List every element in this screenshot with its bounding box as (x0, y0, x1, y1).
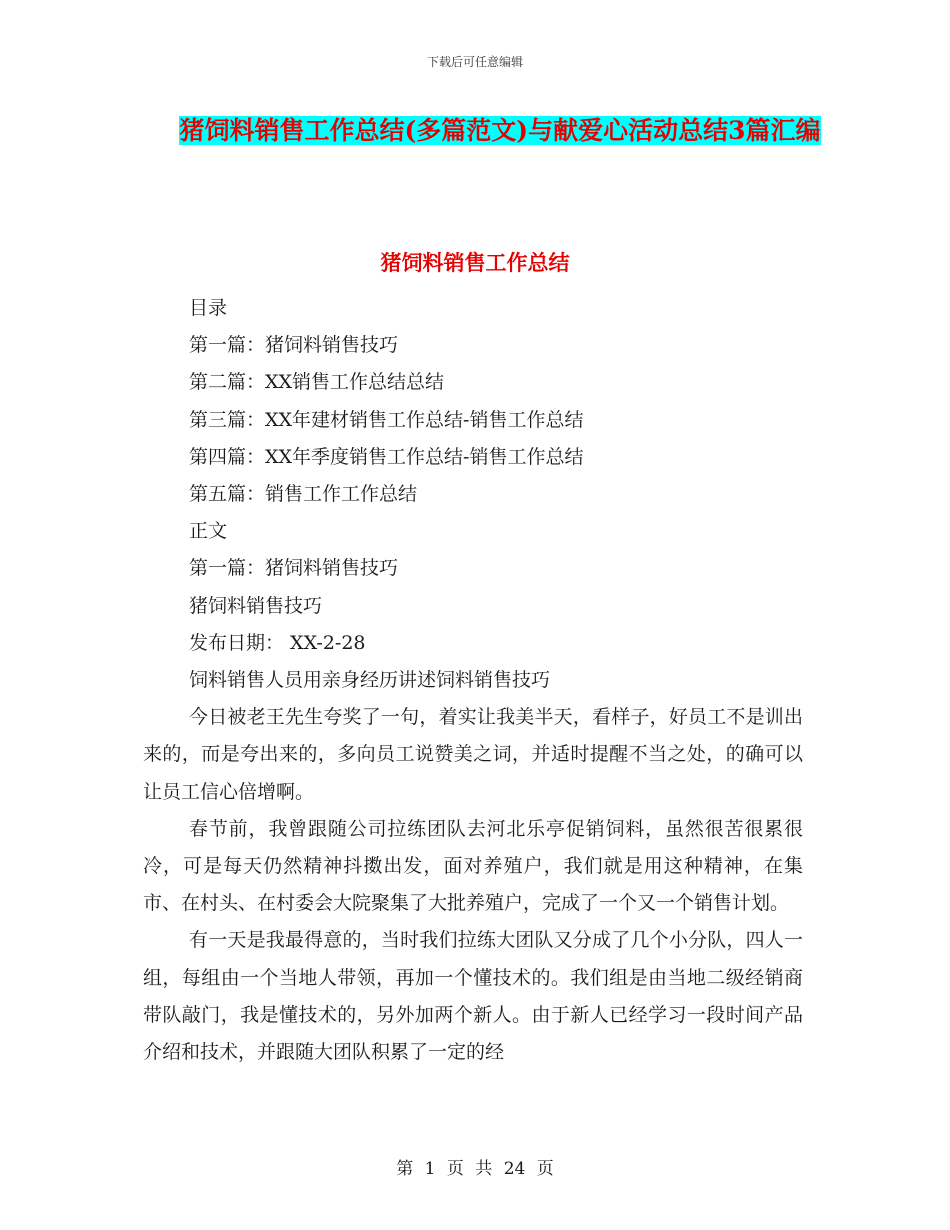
document-body (143, 290, 803, 1071)
document-title (160, 108, 840, 153)
toc-item: 第一篇：猪饲料销售技巧 (189, 334, 399, 357)
toc-item: 第二篇：XX销售工作总结总结 (189, 371, 445, 394)
header-note: 下载后可任意编辑 (426, 55, 523, 69)
toc-item: 第三篇：XX年建材销售工作总结-销售工作总结 (189, 408, 584, 431)
toc-item: 第四篇：XX年季度销售工作总结-销售工作总结 (189, 445, 584, 468)
paragraph: 春节前，我曾跟随公司拉练团队去河北乐亭促销饲料，虽然很苦很累很冷，可是每天仍然精神抖擞出发，面对养殖户，我们就是用这种精神，在集市、在村头、在村委会大院聚集了大批养殖户，完成了一个又一个销售计划。 (143, 817, 803, 915)
paragraph: 有一天是我最得意的，当时我们拉练大团队又分成了几个小分队，四人一组，每组由一个当地人带领，再加一个懂技术的。我们组是由当地二级经销商带队敲门，我是懂技术的，另外加两个新人。由于新人已经学习一段时间产品介绍和技术，并跟随大团队积累了一定的经 (143, 929, 803, 1064)
body-heading: 正文 (189, 520, 228, 543)
toc-heading: 目录 (189, 297, 228, 319)
toc-item: 第五篇：销售工作工作总结 (189, 483, 418, 506)
publish-date: 发布日期： XX-2-28 (189, 631, 366, 654)
chapter-heading: 第一篇：猪饲料销售技巧 (189, 557, 399, 580)
article-subtitle: 饲料销售人员用亲身经历讲述饲料销售技巧 (189, 669, 551, 692)
page-footer: 第 1 页 共 24 页 (396, 1159, 554, 1179)
section-title: 猪饲料销售工作总结 (380, 250, 570, 275)
document-title-text: 猪饲料销售工作总结(多篇范文)与献爱心活动总结3篇汇编 (179, 116, 821, 145)
paragraph: 今日被老王先生夸奖了一句，着实让我美半天，看样子，好员工不是训出来的，而是夸出来的，多向员工说赞美之词，并适时提醒不当之处，的确可以让员工信心倍增啊。 (143, 706, 803, 803)
article-title: 猪饲料销售技巧 (189, 594, 323, 617)
